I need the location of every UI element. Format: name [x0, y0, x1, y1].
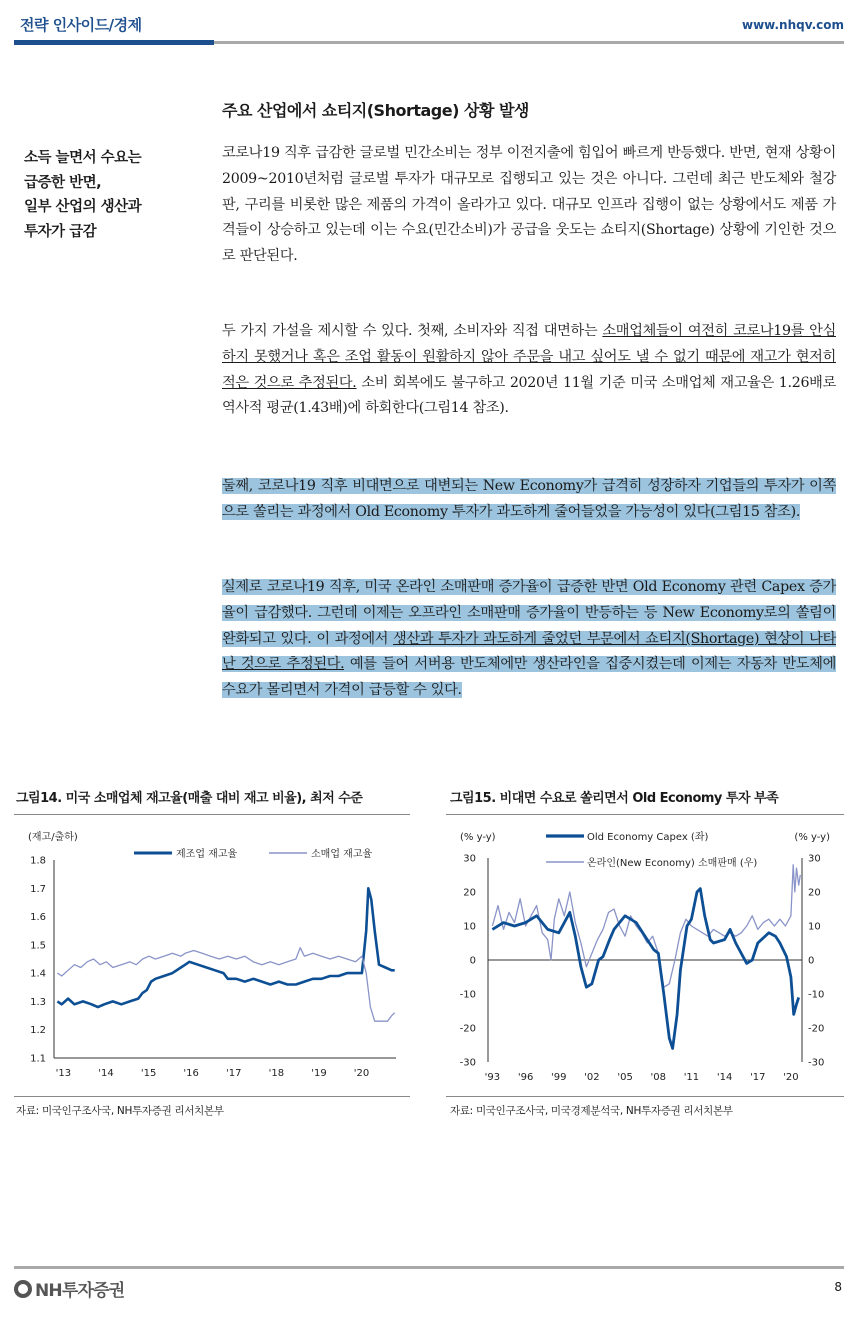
figure-15-right-tick-label: 10	[808, 921, 821, 933]
figure-14-x-tick-label: '19	[311, 1068, 327, 1079]
figure-14-legend-label: 소매업 재고율	[311, 849, 373, 860]
paragraph-4-highlighted-underlined: 생산과 투자가 과도하게 줄었던 부문에서 쇼티지(Shortage) 현상이 나타난 것으로 추정된다.	[222, 630, 836, 673]
figure-14-y-tick-label: 1.3	[30, 996, 46, 1008]
paragraph-4-highlighted-intro: 실제로 코로나19 직후, 미국 온라인 소매판매 증가율이 급증한 반면 Old Economy 관련 Capex 증가율이 급감했다. 그런데 이제는 오프라인 소매판매 증가율이 반등하는 등 New Economy로의 쏠림이 완화되고 있다. 이 과정에서	[222, 579, 836, 647]
figure-14-y-tick-label: 1.4	[30, 968, 46, 980]
paragraph-2	[222, 319, 836, 422]
figure-14-y-tick-label: 1.8	[30, 855, 46, 867]
figure-14-svg	[14, 822, 424, 1092]
figure-15-x-tick-label: '93	[484, 1072, 501, 1083]
header-url[interactable]: www.nhqv.com	[742, 18, 844, 32]
paragraph-3-highlighted: 둘째, 코로나19 직후 비대면으로 대변되는 New Economy가 급격히 성장하자 기업들의 투자가 이쪽으로 쏠리는 과정에서 Old Economy 투자가 과도하게 줄어들었을 가능성이 있다(그림15 참조).	[222, 478, 836, 520]
side-note-line: 투자가 급감	[24, 223, 97, 240]
figure-14-source: 자료: 미국인구조사국, NH투자증권 리서치본부	[16, 1105, 224, 1117]
figure-15-legend-label: Old Economy Capex (좌)	[587, 832, 709, 843]
figure-14-x-tick-label: '20	[353, 1068, 370, 1079]
paragraph-2-intro: 두 가지 가설을 제시할 수 있다. 첫째, 소비자와 직접 대면하는	[222, 323, 603, 339]
figure-15-x-tick-label: '20	[783, 1072, 799, 1083]
figure-15-svg	[446, 822, 856, 1092]
figure-15-left-tick-label: 30	[463, 853, 476, 865]
paragraph-2-underlined: 소매업체들이 여전히 코로나19를 안심하지 못했거나 혹은 조업 활동이 원활하지 않아 주문을 내고 싶어도 낼 수 없기 때문에 재고가 현저히 적은 것으로 추정된다.	[222, 323, 836, 391]
figure-15-left-tick-label: 0	[469, 955, 476, 967]
figure-14-legend-label: 제조업 재고율	[176, 849, 238, 860]
figure-14-top-rule	[14, 814, 410, 815]
figure-15-x-tick-label: '17	[750, 1072, 766, 1083]
paragraph-2-outro: 소비 회복에도 불구하고 2020년 11월 기준 미국 소매업체 재고율은 1.26배로 역사적 평균(1.43배)에 하회한다(그림14 참조).	[222, 374, 836, 417]
figure-15-x-tick-label: '02	[584, 1072, 600, 1083]
figure-15-left-tick-label: -10	[459, 989, 476, 1001]
header-section-title: 전략 인사이드/경제	[20, 16, 142, 34]
figure-15-source: 자료: 미국인구조사국, 미국경제분석국, NH투자증권 리서치본부	[450, 1105, 733, 1117]
section-heading: 주요 산업에서 쇼티지(Shortage) 상황 발생	[222, 101, 529, 120]
figure-14-x-tick-label: '16	[183, 1068, 199, 1079]
figure-15-right-tick-label: 30	[808, 853, 821, 865]
paragraph-3	[222, 474, 836, 526]
figure-14-y-tick-label: 1.1	[30, 1053, 46, 1065]
figure-14-y-tick-label: 1.6	[30, 912, 46, 924]
figure-14-x-tick-label: '14	[98, 1068, 114, 1079]
paragraph-4	[222, 575, 836, 704]
figure-14-title: 그림14. 미국 소매업체 재고율(매출 대비 재고 비율), 최저 수준	[16, 791, 363, 806]
figure-15-x-tick-label: '05	[617, 1072, 633, 1083]
figure-15-title: 그림15. 비대면 수요로 쏠리면서 Old Economy 투자 부족	[450, 791, 779, 806]
side-note-line: 급증한 반면,	[24, 174, 102, 191]
side-note-line: 일부 산업의 생산과	[24, 199, 142, 215]
nh-logo	[14, 1276, 124, 1301]
footer-rule	[14, 1266, 844, 1269]
figure-14-chart	[14, 822, 424, 1092]
figure-15-left-tick-label: 20	[463, 887, 476, 899]
figure-14-x-tick-label: '15	[140, 1068, 157, 1079]
paragraph-4-highlighted-outro: 예를 들어 서버용 반도체에만 생산라인을 집중시켰는데 이제는 자동차 반도체에 수요가 몰리면서 가격이 급등할 수 있다.	[222, 656, 837, 699]
figure-15-series-line	[492, 865, 800, 987]
figure-14-y-tick-label: 1.2	[30, 1025, 46, 1037]
figure-15-left-tick-label: -20	[459, 1023, 476, 1035]
figure-15-unit-label-left: (% y-y)	[460, 832, 496, 843]
nh-logo-text: NH투자증권	[35, 1281, 125, 1301]
figure-14-unit-label: (재고/출하)	[28, 832, 78, 843]
header-rule	[214, 41, 844, 44]
header-rule-accent	[14, 40, 214, 45]
figure-15-legend-label: 온라인(New Economy) 소매판매 (우)	[587, 858, 758, 869]
figure-15-right-tick-label: -30	[808, 1057, 825, 1069]
figure-15-right-tick-label: 0	[808, 955, 815, 967]
figure-15-x-tick-label: '08	[650, 1072, 667, 1083]
figure-15-x-tick-label: '14	[716, 1072, 733, 1083]
figure-14-y-tick-label: 1.5	[30, 940, 46, 952]
figure-15-left-tick-label: -30	[459, 1057, 476, 1069]
figure-15-chart	[446, 822, 856, 1092]
figure-15-top-rule	[446, 814, 844, 815]
figure-14-bottom-rule	[14, 1096, 410, 1097]
side-note-line: 소득 늘면서 수요는	[24, 150, 142, 166]
figure-15-x-tick-label: '11	[683, 1072, 700, 1083]
figure-15-x-tick-label: '96	[517, 1072, 534, 1083]
figure-15-unit-label-right: (% y-y)	[794, 832, 830, 843]
figure-15-right-tick-label: -10	[808, 989, 825, 1001]
figure-14-x-tick-label: '17	[226, 1068, 242, 1079]
figure-14-series-line	[57, 948, 394, 1022]
figure-15-left-tick-label: 10	[463, 921, 476, 933]
figure-14-x-tick-label: '18	[268, 1068, 285, 1079]
paragraph-1: 코로나19 직후 급감한 글로벌 민간소비는 정부 이전지출에 힘입어 빠르게 반등했다. 반면, 현재 상황이 2009~2010년처럼 글로벌 투자가 대규모로 집행되고 있는 것은 아니다. 그런데 최근 반도체와 철강판, 구리를 비롯한 많은 제품의 가격이 올라가고 있다. 대규모 인프라 집행이 없는 상황에서도 제품 가격들이 상승하고 있는데 이는 수요(민간소비)가 공급을 웃도는 쇼티지(Shortage) 상황에 기인한 것으로 판단된다.	[222, 145, 836, 265]
figure-14-series-line	[57, 888, 394, 1007]
figure-14-x-tick-label: '13	[55, 1068, 72, 1079]
figure-15-right-tick-label: -20	[808, 1023, 825, 1035]
figure-15-right-tick-label: 20	[808, 887, 821, 899]
page-number: 8	[834, 1280, 842, 1294]
figure-15-bottom-rule	[446, 1096, 844, 1097]
nh-logo-mark-icon	[14, 1280, 32, 1298]
figure-14-y-tick-label: 1.7	[30, 883, 46, 895]
figure-15-x-tick-label: '99	[551, 1072, 567, 1083]
side-note	[24, 146, 194, 244]
